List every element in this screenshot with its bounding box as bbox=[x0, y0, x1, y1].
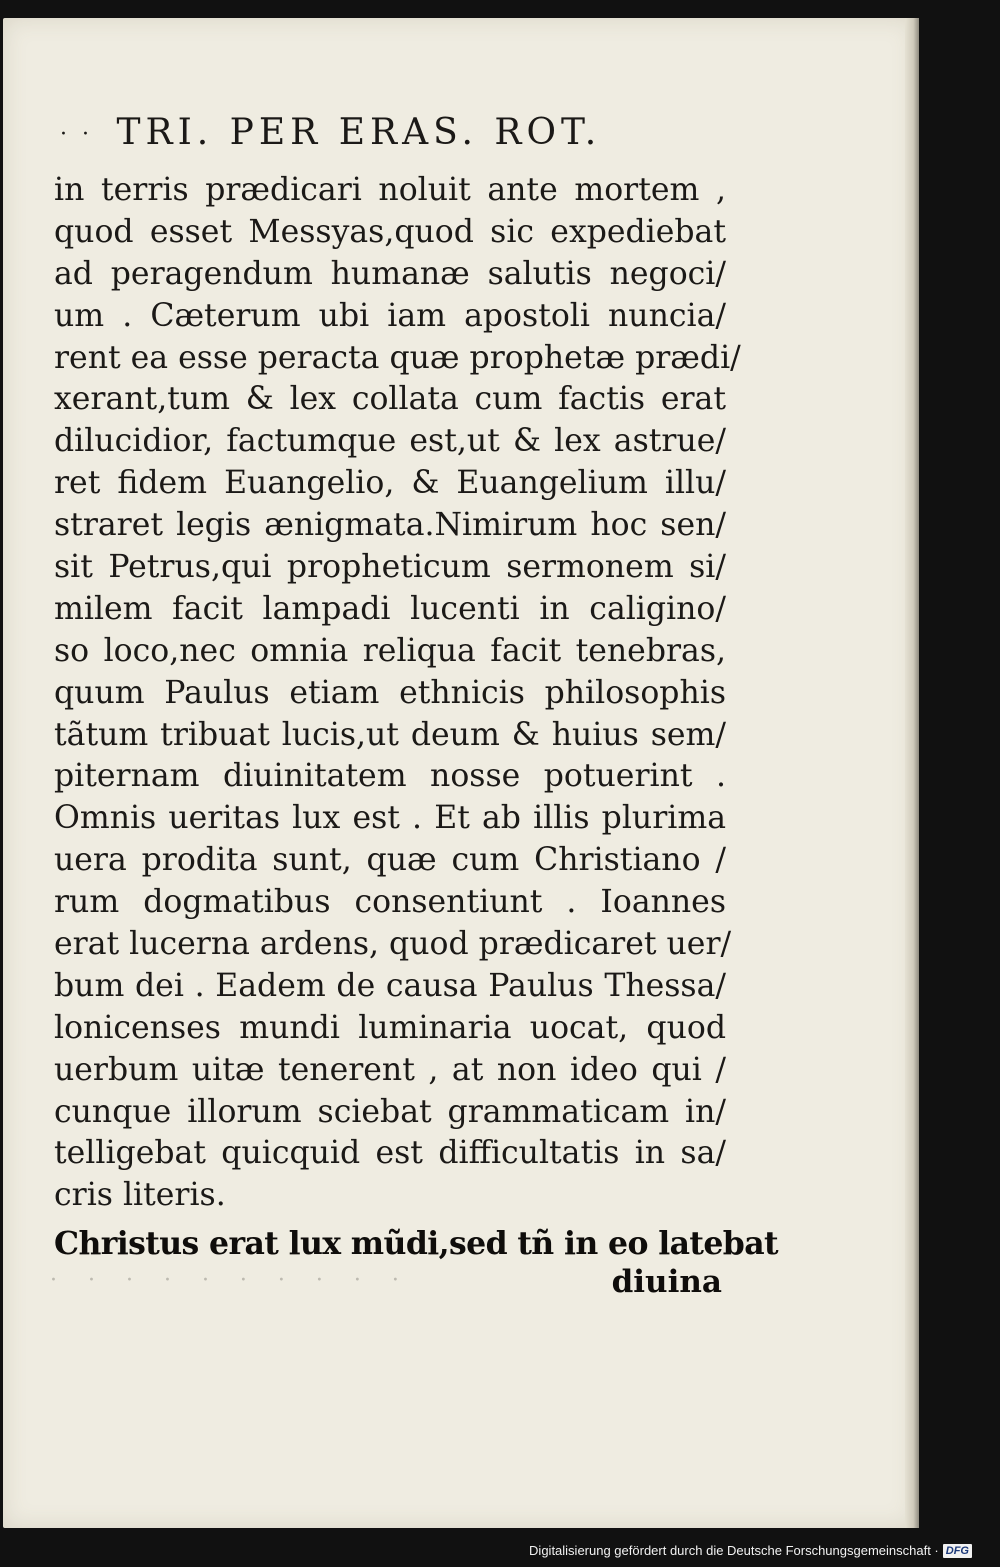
text-line: straret legis ænigmata.Nimirum hoc sen/ bbox=[54, 507, 726, 544]
text-line: rent ea esse peracta quæ prophetæ prædi/ bbox=[54, 339, 741, 376]
body-text bbox=[54, 170, 778, 1265]
heading-line: Christus erat lux mũdi,sed tñ in eo latebat bbox=[54, 1225, 778, 1263]
running-head-text: TRI. PER ERAS. ROT. bbox=[116, 112, 602, 153]
text-line: uerbum uitæ tenerent , at non ideo qui / bbox=[54, 1051, 726, 1088]
catchword: diuina bbox=[611, 1264, 722, 1300]
text-line: erat lucerna ardens, quod prædicaret uer/ bbox=[54, 926, 732, 963]
dfg-logo-icon: DFG bbox=[943, 1544, 972, 1558]
show-through-ink: · · · · · · · · · · bbox=[50, 1268, 411, 1293]
text-line: quod esset Messyas,quod sic expediebat bbox=[54, 213, 726, 250]
text-line: lonicenses mundi luminaria uocat, quod bbox=[54, 1009, 726, 1046]
text-line: sit Petrus,qui propheticum sermonem si/ bbox=[54, 549, 726, 586]
text-line: ret fidem Euangelio, & Euangelium illu/ bbox=[54, 465, 726, 502]
text-line: ad peragendum humanæ salutis negoci/ bbox=[54, 255, 726, 292]
text-line: milem facit lampadi lucenti in caligino/ bbox=[54, 590, 726, 627]
text-line: quum Paulus etiam ethnicis philosophis bbox=[54, 674, 726, 711]
text-line: Omnis ueritas lux est . Et ab illis plurima bbox=[54, 800, 726, 837]
text-line: uera prodita sunt, quæ cum Christiano / bbox=[54, 842, 726, 879]
text-line: piternam diuinitatem nosse potuerint . bbox=[54, 758, 726, 795]
text-line: rum dogmatibus consentiunt . Ioannes bbox=[54, 884, 726, 921]
text-line: um . Cæterum ubi iam apostoli nuncia/ bbox=[54, 297, 726, 334]
page-edge bbox=[905, 18, 919, 1528]
text-line: tãtum tribuat lucis,ut deum & huius sem/ bbox=[54, 716, 726, 753]
running-head bbox=[60, 108, 740, 158]
text-line: so loco,nec omnia reliqua facit tenebras, bbox=[54, 632, 726, 669]
text-line: bum dei . Eadem de causa Paulus Thessa/ bbox=[54, 967, 726, 1004]
digitization-credit bbox=[529, 1541, 972, 1561]
text-line: dilucidior, factumque est,ut & lex astrue/ bbox=[54, 423, 726, 460]
text-line: telligebat quicquid est difficultatis in sa/ bbox=[54, 1135, 726, 1172]
running-head-ornament: · · bbox=[60, 122, 93, 147]
text-line: in terris prædicari noluit ante mortem , bbox=[54, 172, 726, 208]
credit-text: Digitalisierung gefördert durch die Deutsche Forschungsgemeinschaft · bbox=[529, 1543, 939, 1558]
text-line: cris literis. bbox=[54, 1177, 226, 1214]
text-line: cunque illorum sciebat grammaticam in/ bbox=[54, 1093, 726, 1130]
text-line: xerant,tum & lex collata cum factis erat bbox=[54, 381, 726, 418]
